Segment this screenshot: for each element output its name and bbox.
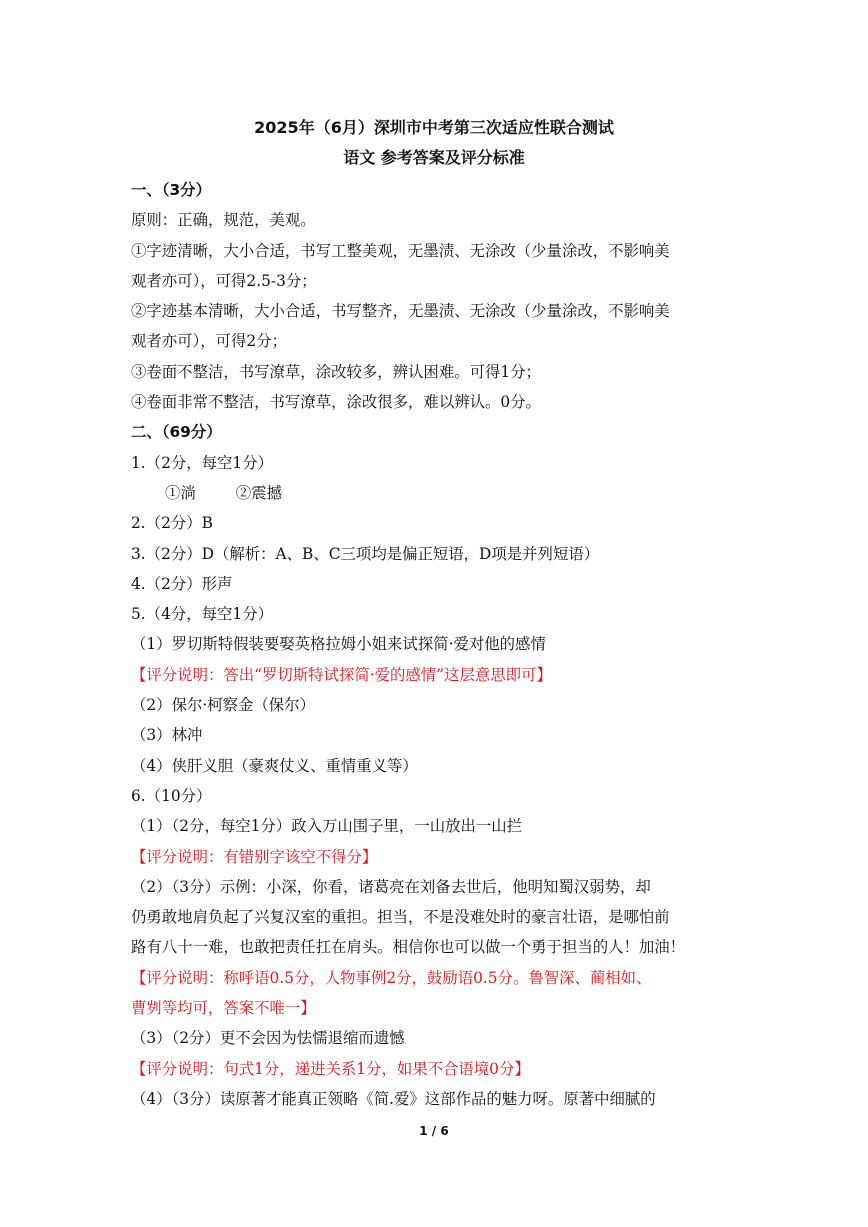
section2-heading: 二、（69分） [131,423,222,442]
question-5-part-2: （2）保尔·柯察金（保尔） [131,696,315,715]
document-subtitle: 语文 参考答案及评分标准 [343,148,525,167]
question-6-part-2-line-c: 路有八十一难，也敢把责任扛在肩头。相信你也可以做一个勇于担当的人！加油！ [131,938,686,957]
question-4: 4.（2分）形声 [131,574,233,593]
question-2: 2.（2分）B [131,514,213,533]
answer-content [131,175,743,1114]
question-6-part-3: （3）（2分）更不会因为怯懦退缩而遗憾 [131,1029,405,1048]
question-5-scoring-note: 【评分说明：答出“罗切斯特试探简·爱的感情”这层意思即可】 [131,665,552,684]
section1-criterion-1b: 观者亦可），可得2.5-3分； [131,271,317,290]
question-6-part-2-scoring-note-b: 曹刿等均可，答案不唯一】 [131,999,316,1018]
question-1-answers [131,478,743,508]
section1-criterion-3: ③卷面不整洁，书写潦草，涂改较多，辨认困难。可得1分； [131,362,541,381]
question-6-part-2-line-a: （2）（3分）示例：小深，你看，诸葛亮在刘备去世后，他明知蜀汉弱势，却 [131,877,651,896]
question-1-answer-a: ①淌 [165,483,196,502]
question-6-part-2-scoring-note-a: 【评分说明：称呼语0.5分，人物事例2分，鼓励语0.5分。鲁智深、蔺相如、 [131,968,652,987]
question-6-part-1: （1）（2分，每空1分）政入万山围子里，一山放出一山拦 [131,817,523,836]
section1-criterion-2b: 观者亦可），可得2分； [131,332,287,351]
question-6-part-1-scoring-note: 【评分说明：有错别字该空不得分】 [131,847,378,866]
question-1: 1.（2分，每空1分） [131,453,274,472]
question-5-part-3: （3）林冲 [131,726,203,745]
question-6: 6.（10分） [131,786,212,805]
document-title: 2025年（6月）深圳市中考第三次适应性联合测试 [254,118,614,137]
question-5: 5.（4分，每空1分） [131,605,274,624]
question-6-part-3-scoring-note: 【评分说明：句式1分，递进关系1分，如果不合语境0分】 [131,1059,530,1078]
question-5-part-4: （4）侠肝义胆（豪爽仗义、重情重义等） [131,756,418,775]
question-5-part-1: （1）罗切斯特假装要娶英格拉姆小姐来试探简·爱对他的感情 [131,635,546,654]
section1-criterion-2a: ②字迹基本清晰，大小合适，书写整齐，无墨渍、无涂改（少量涂改，不影响美 [131,302,670,321]
section1-criterion-1a: ①字迹清晰，大小合适，书写工整美观，无墨渍、无涂改（少量涂改，不影响美 [131,241,670,260]
section1-principle: 原则：正确，规范，美观。 [131,211,316,230]
page-number: 1 / 6 [419,1124,449,1138]
section1-criterion-4: ④卷面非常不整洁，书写潦草，涂改很多，难以辨认。0分。 [131,393,541,412]
question-3: 3.（2分）D（解析：A、B、C三项均是偏正短语，D项是并列短语） [131,544,600,563]
question-6-part-4: （4）（3分）读原著才能真正领略《简.爱》这部作品的魅力呀。原著中细腻的 [131,1089,656,1108]
question-6-part-2-line-b: 仍勇敢地肩负起了兴复汉室的重担。担当，不是没难处时的豪言壮语，是哪怕前 [131,908,670,927]
section1-heading: 一、（3分） [131,181,211,199]
question-1-answer-b: ②震撼 [235,483,282,502]
